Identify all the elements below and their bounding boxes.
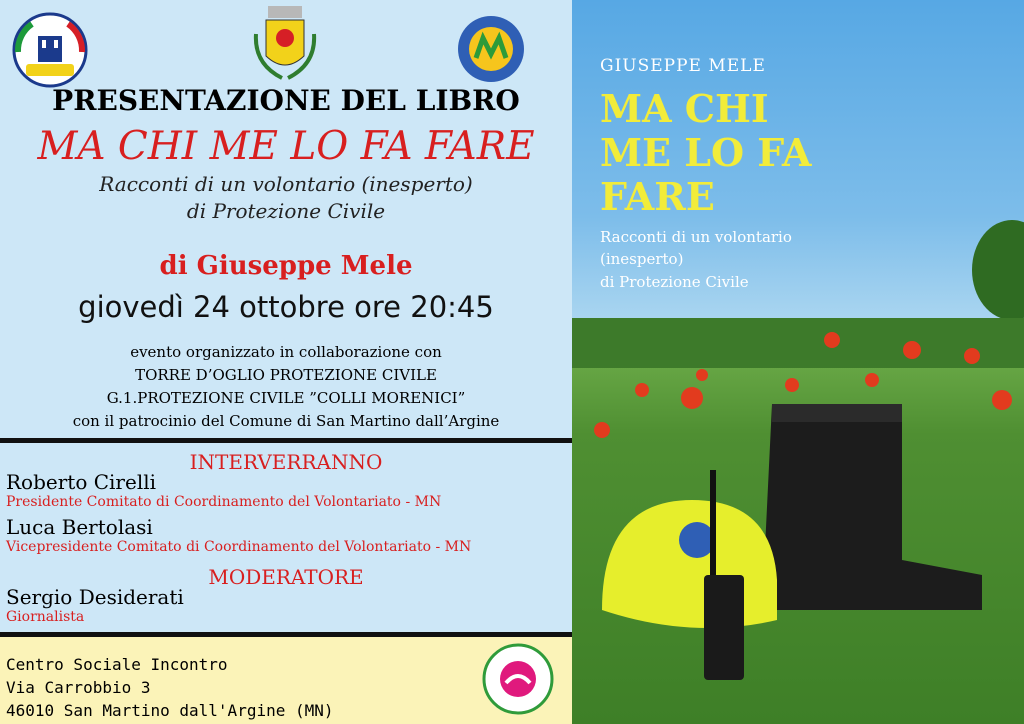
cover-title-3: FARE	[600, 174, 715, 219]
org-line-4: con il patrocinio del Comune di San Martino dall’Argine	[72, 412, 500, 430]
speaker-1-name: Roberto Cirelli	[6, 470, 157, 494]
moderatore-heading: MODERATORE	[208, 565, 364, 589]
centro-sociale-logo	[482, 643, 554, 715]
cover-subtitle-1: Racconti di un volontario	[600, 228, 792, 246]
speaker-1-role: Presidente Comitato di Coordinamento del Volontariato - MN	[6, 494, 442, 510]
event-date: giovedì 24 ottobre ore 20:45	[78, 290, 494, 324]
colli-morenici-logo	[456, 14, 526, 84]
book-title: MA CHI ME LO FA FARE	[37, 124, 535, 169]
cover-subtitle-3: di Protezione Civile	[600, 273, 749, 291]
divider	[0, 438, 572, 443]
cover-title-2: ME LO FA	[600, 130, 812, 175]
speaker-2-role: Vicepresidente Comitato di Coordinamento del Volontariato - MN	[6, 539, 472, 555]
book-subtitle-1: Racconti di un volontario (inesperto)	[99, 172, 473, 196]
book-cover	[572, 0, 1024, 724]
speaker-2-name: Luca Bertolasi	[6, 515, 153, 539]
provincia-mantova-logo	[12, 12, 88, 88]
cover-subtitle-2: (inesperto)	[600, 250, 684, 268]
org-line-1: evento organizzato in collaborazione con	[130, 343, 442, 361]
author-line: di Giuseppe Mele	[159, 251, 413, 281]
event-heading: PRESENTAZIONE DEL LIBRO	[52, 84, 520, 117]
cover-title-1: MA CHI	[600, 86, 769, 131]
venue-street: Via Carrobbio 3	[6, 678, 151, 697]
venue-city: 46010 San Martino dall'Argine (MN)	[6, 701, 334, 720]
interverranno-heading: INTERVERRANNO	[189, 450, 383, 474]
cover-author: GIUSEPPE MELE	[600, 56, 766, 76]
moderator-role: Giornalista	[6, 609, 85, 625]
org-line-3: G.1.PROTEZIONE CIVILE ”COLLI MORENICI”	[106, 389, 466, 407]
org-line-2: TORRE D’OGLIO PROTEZIONE CIVILE	[135, 366, 437, 384]
venue-box	[0, 637, 572, 724]
book-subtitle-2: di Protezione Civile	[186, 199, 386, 223]
venue-name: Centro Sociale Incontro	[6, 655, 228, 674]
moderator-name: Sergio Desiderati	[6, 585, 184, 609]
comune-crest-logo	[252, 4, 318, 84]
